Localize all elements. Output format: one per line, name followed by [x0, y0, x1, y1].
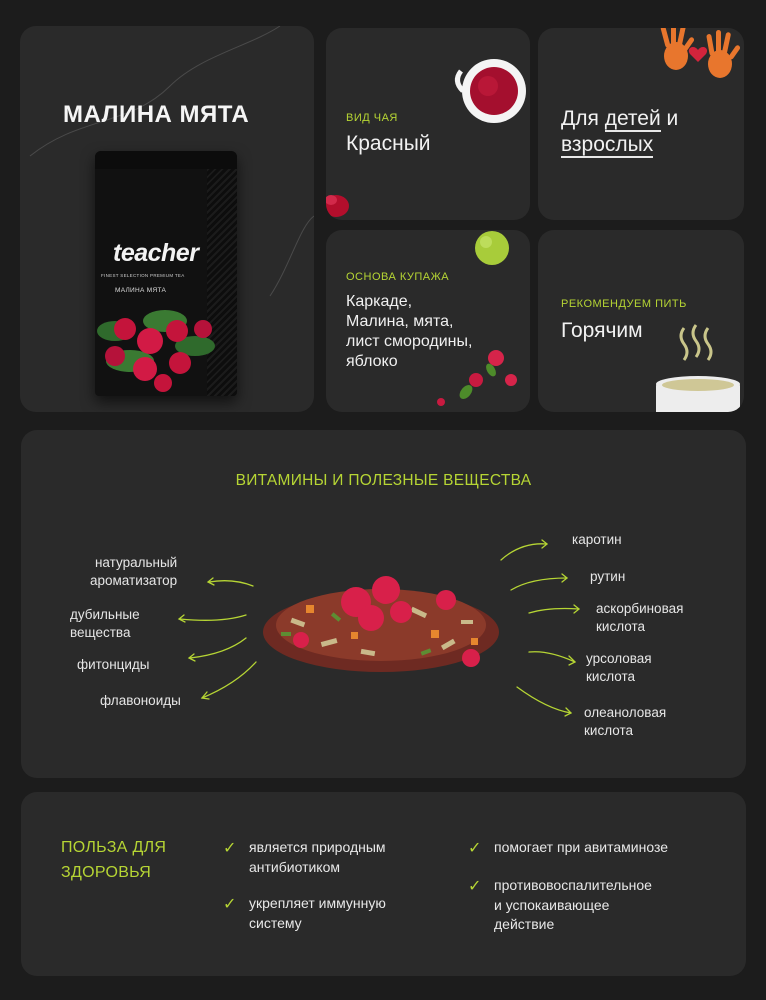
tea-type-card — [326, 28, 530, 220]
audience-part4: взрослых — [561, 132, 654, 156]
arrow-icon — [180, 615, 246, 620]
health-card — [21, 792, 746, 976]
vitamin-right-1: каротин — [572, 532, 622, 547]
brand-logo: teacher — [113, 239, 199, 267]
audience-card — [538, 28, 744, 220]
vitamin-left-1: натуральный ароматизатор — [90, 555, 178, 588]
arrow-icon — [511, 578, 567, 590]
hot-cup-icon — [656, 376, 744, 412]
check-icon: ✓ — [468, 878, 482, 895]
serving-value: Горячим — [561, 319, 643, 342]
check-icon: ✓ — [223, 896, 237, 913]
blend-value: Каркаде, Малина, мята, лист смородины, яблоко — [346, 293, 473, 370]
health-title: ПОЛЬЗА ДЛЯ ЗДОРОВЬЯ — [61, 839, 167, 881]
audience-text — [561, 106, 678, 157]
raspberry-icon — [436, 350, 526, 412]
blend-card — [326, 230, 530, 412]
tea-cup-icon — [456, 56, 530, 126]
tea-type-value: Красный — [346, 132, 431, 155]
tea-type-label: ВИД ЧАЯ — [346, 112, 398, 124]
tea-package — [95, 151, 237, 396]
vitamin-right-4: урсоловая кислота — [586, 651, 652, 684]
benefit-item — [468, 876, 652, 935]
check-icon: ✓ — [223, 840, 237, 857]
pack-name: МАЛИНА МЯТА — [115, 287, 167, 294]
benefit-text: является природным антибиотиком — [249, 839, 386, 875]
audience-part1: Для — [561, 107, 605, 130]
benefit-item — [223, 894, 386, 933]
benefit-text: помогает при авитаминозе — [494, 839, 669, 855]
serving-label: РЕКОМЕНДУЕМ ПИТЬ — [561, 298, 687, 310]
benefit-text: противовоспалительное и успокаивающее действие — [494, 877, 652, 933]
arrows-left — [21, 430, 746, 778]
audience-part3: и — [660, 107, 679, 130]
product-card — [20, 26, 314, 412]
arrow-icon — [529, 609, 579, 614]
check-icon: ✓ — [468, 840, 482, 857]
arrow-icon — [202, 662, 256, 698]
vitamins-card — [21, 430, 746, 778]
rose-petal-icon — [326, 188, 358, 220]
arrow-icon — [529, 652, 575, 662]
vitamin-left-2: дубильные вещества — [70, 607, 140, 640]
steam-icon — [674, 320, 724, 370]
blend-label: ОСНОВА КУПАЖА — [346, 271, 450, 283]
benefit-item — [468, 838, 668, 860]
vitamin-left-3: фитонциды — [77, 657, 150, 672]
arrow-icon — [517, 687, 571, 713]
vitamin-right-5: олеаноловая кислота — [584, 705, 667, 738]
vitamin-right-3: аскорбиновая кислота — [596, 601, 684, 634]
vitamins-title: ВИТАМИНЫ И ПОЛЕЗНЫЕ ВЕЩЕСТВА — [235, 472, 532, 489]
product-title: МАЛИНА МЯТА — [63, 101, 250, 128]
apple-icon — [470, 230, 514, 268]
arrow-icon — [209, 581, 253, 586]
audience-part2: детей — [604, 107, 661, 130]
serving-card — [538, 230, 744, 412]
arrow-icon — [190, 638, 246, 658]
pack-subtitle: FINEST SELECTION PREMIUM TEA — [101, 273, 185, 278]
arrow-icon — [501, 544, 547, 560]
vitamin-right-2: рутин — [590, 569, 626, 584]
raspberry-illustration — [95, 301, 237, 396]
benefit-text: укрепляет иммунную систему — [249, 895, 386, 931]
benefit-item — [223, 838, 386, 877]
hands-heart-icon — [648, 28, 744, 96]
vitamin-left-4: флавоноиды — [100, 693, 181, 708]
